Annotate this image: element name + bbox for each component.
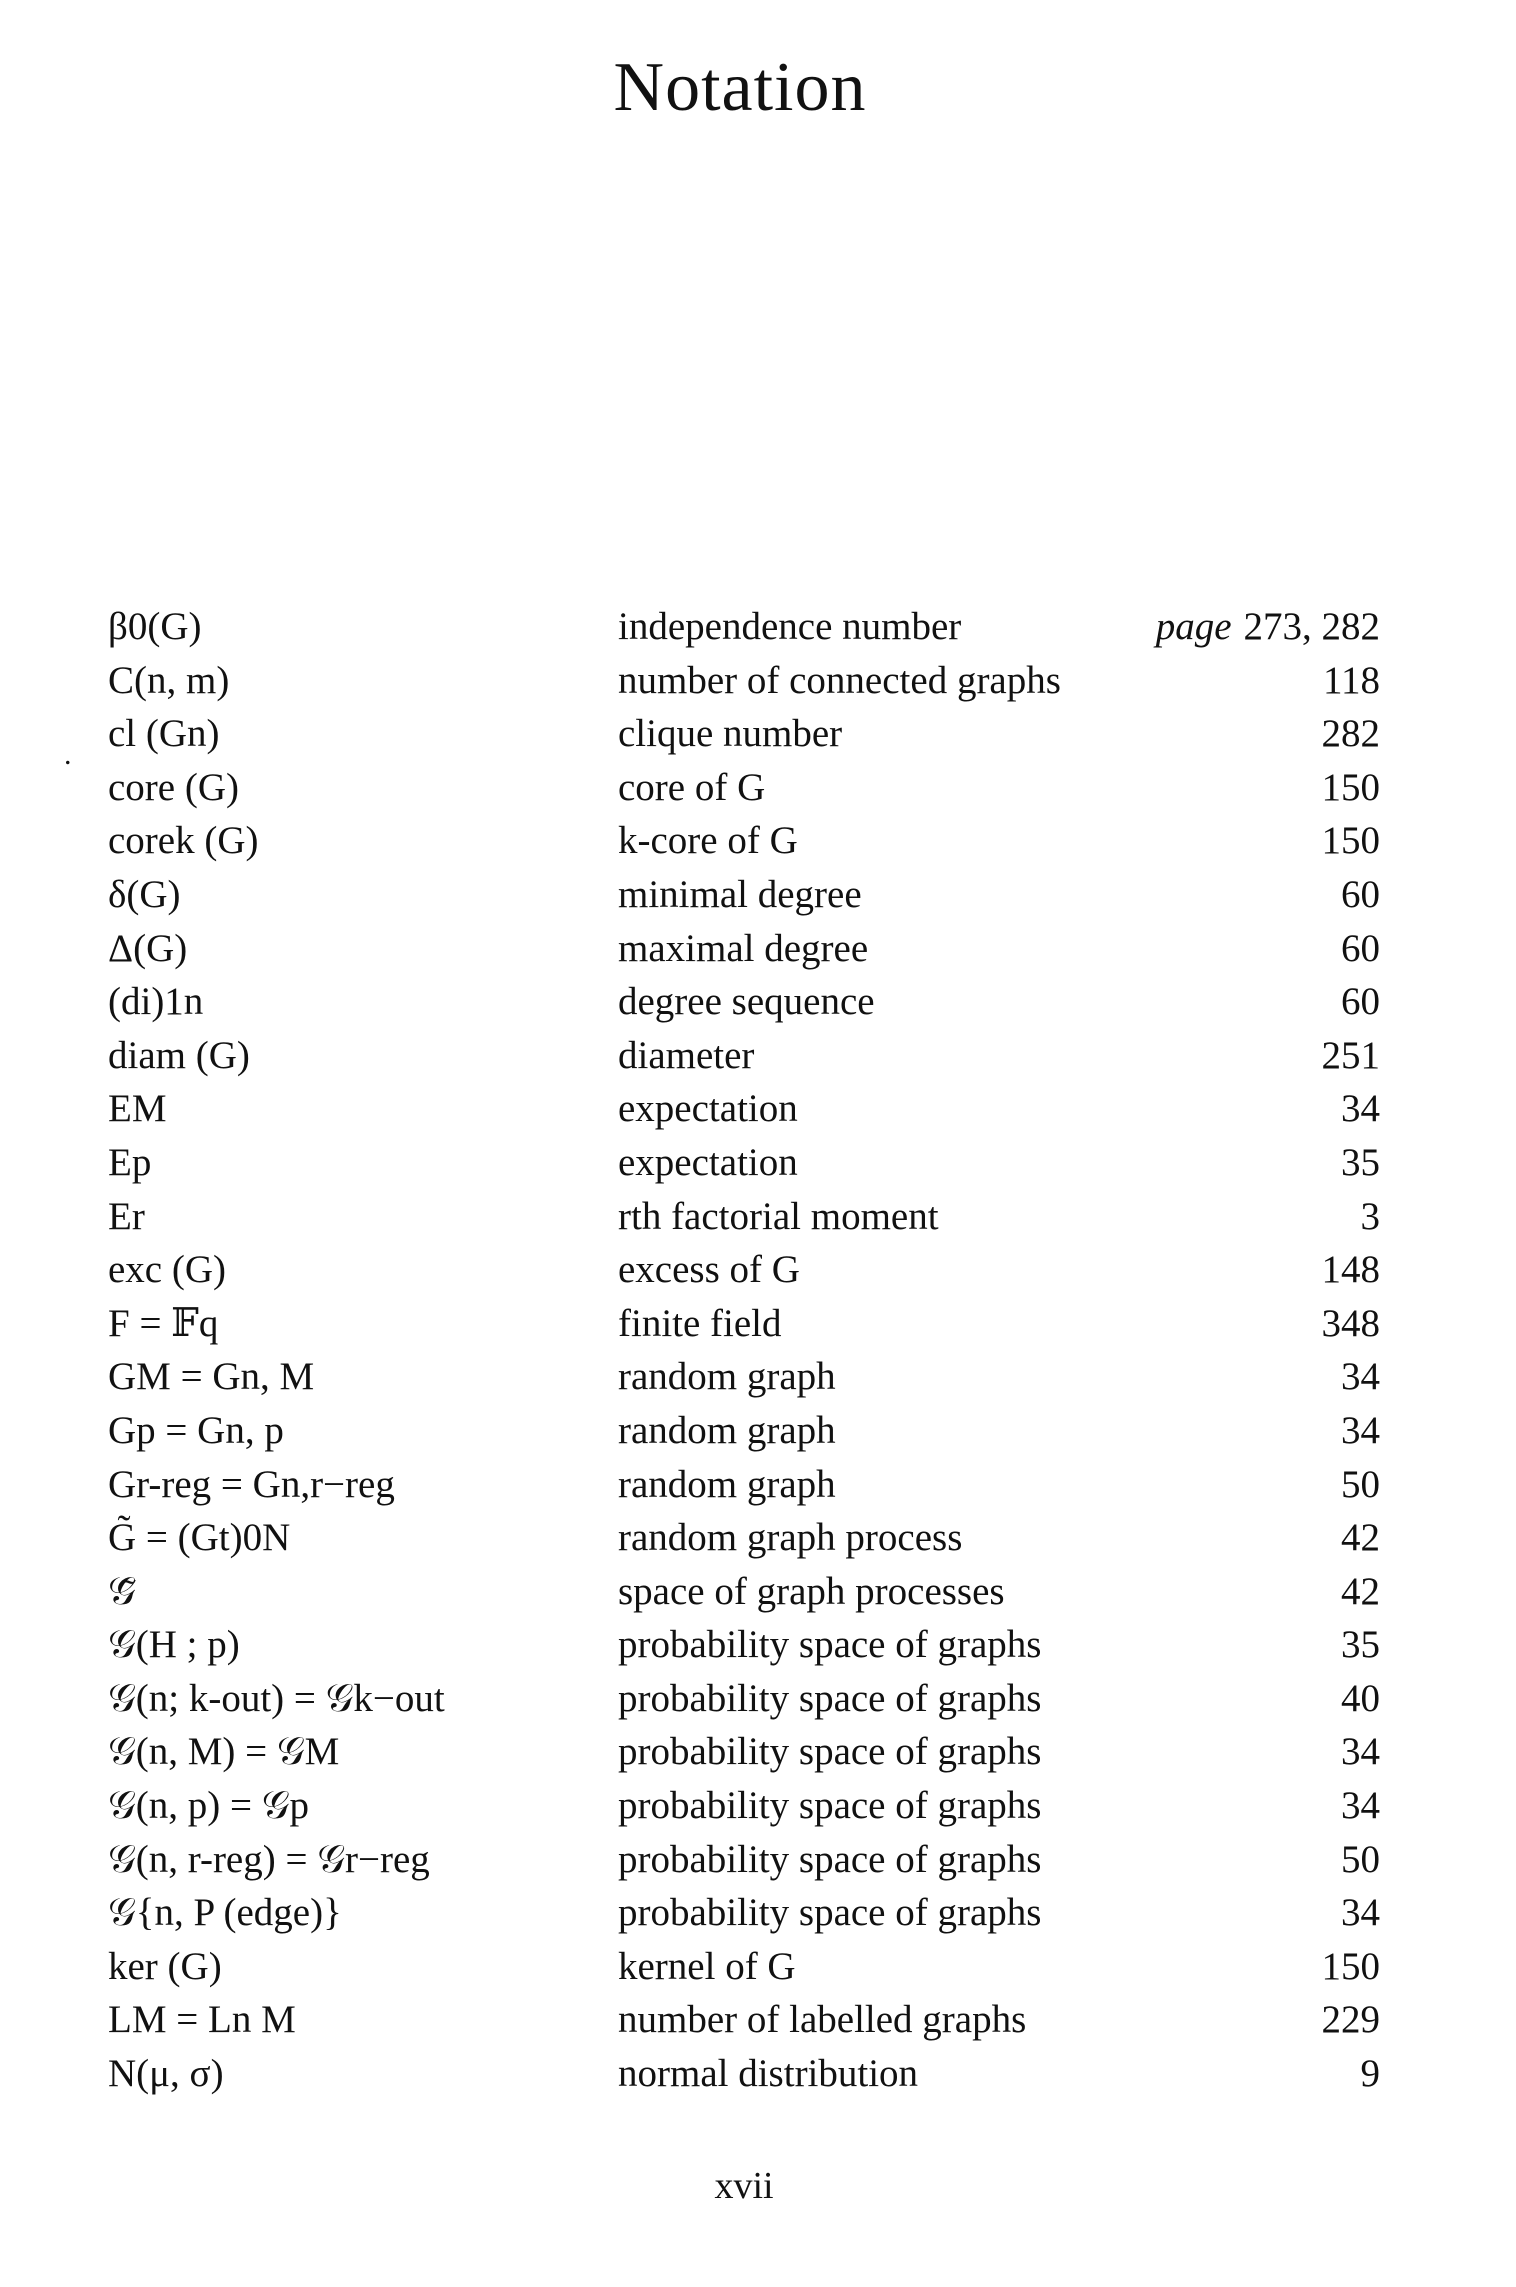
notation-page-ref: 34: [1341, 1891, 1380, 1935]
notation-symbol: exc (G): [108, 1248, 227, 1292]
notation-row: [0, 1404, 1516, 1458]
notation-row: [0, 1190, 1516, 1244]
notation-symbol: Ep: [108, 1140, 152, 1184]
notation-row: [0, 1779, 1516, 1833]
notation-description: probability space of graphs: [618, 1623, 1042, 1667]
notation-description: random graph process: [618, 1516, 963, 1560]
notation-page-ref: 148: [1321, 1248, 1380, 1292]
notation-page-ref: 150: [1321, 1944, 1380, 1988]
notation-row: [0, 868, 1516, 922]
notation-row: [0, 707, 1516, 761]
notation-row: [0, 1565, 1516, 1619]
stray-dot-mark: .: [64, 738, 72, 771]
notation-page-ref: 118: [1322, 658, 1380, 702]
notation-symbol: core (G): [108, 765, 239, 809]
notation-page-ref: 50: [1341, 1837, 1380, 1881]
notation-symbol: 𝒢̃: [108, 1569, 136, 1613]
notation-row: [0, 2047, 1516, 2101]
notation-page-ref: [1156, 600, 1380, 654]
page-label: page: [1155, 605, 1232, 648]
notation-page-ref: 34: [1341, 1408, 1380, 1452]
notation-row: [0, 1029, 1516, 1083]
notation-row: [0, 1082, 1516, 1136]
notation-symbol: diam (G): [108, 1033, 250, 1077]
page-number-folio: xvii: [714, 2165, 774, 2207]
notation-description: diameter: [618, 1033, 755, 1077]
notation-description: normal distribution: [618, 2052, 919, 2096]
notation-symbol: δ(G): [108, 872, 181, 916]
notation-row: [0, 1833, 1516, 1887]
notation-symbol: 𝒢{n, P (edge)}: [108, 1891, 342, 1935]
notation-description: expectation: [618, 1140, 798, 1184]
notation-description: finite field: [618, 1301, 782, 1345]
notation-row: [0, 600, 1516, 654]
notation-description: probability space of graphs: [618, 1891, 1042, 1935]
notation-page-ref: 50: [1341, 1462, 1380, 1506]
notation-row: [0, 814, 1516, 868]
page-number: 273, 282: [1243, 605, 1380, 648]
notation-page-ref: 229: [1321, 1998, 1380, 2042]
notation-description: expectation: [618, 1087, 798, 1131]
notation-row: [0, 1993, 1516, 2047]
notation-symbol: 𝒢(H ; p): [108, 1623, 240, 1667]
notation-symbol: cl (Gn): [108, 712, 220, 756]
notation-row: [0, 1618, 1516, 1672]
notation-page-ref: 35: [1341, 1140, 1380, 1184]
notation-page-ref: 60: [1341, 872, 1380, 916]
notation-row: [0, 1243, 1516, 1297]
notation-row: [0, 1725, 1516, 1779]
notation-row: [0, 1458, 1516, 1512]
notation-symbol: C(n, m): [108, 658, 230, 702]
notation-description: random graph: [618, 1355, 836, 1399]
notation-page-ref: 42: [1341, 1569, 1380, 1613]
notation-symbol: GM = Gn, M: [108, 1355, 315, 1399]
notation-description: excess of G: [618, 1248, 800, 1292]
notation-row: [0, 1940, 1516, 1994]
notation-row: [0, 761, 1516, 815]
notation-symbol: Δ(G): [108, 926, 188, 970]
notation-symbol: LM = Ln M: [108, 1998, 296, 2042]
notation-page-ref: 34: [1341, 1355, 1380, 1399]
notation-page-ref: 251: [1321, 1033, 1380, 1077]
notation-description: probability space of graphs: [618, 1676, 1042, 1720]
notation-description: random graph: [618, 1462, 836, 1506]
notation-row: [0, 975, 1516, 1029]
notation-description: k-core of G: [618, 819, 798, 863]
notation-description: number of labelled graphs: [618, 1998, 1027, 2042]
page-title: Notation: [613, 49, 867, 126]
notation-row: [0, 1136, 1516, 1190]
notation-page-ref: 34: [1341, 1784, 1380, 1828]
notation-symbol: G̃ = (Gt)0N: [108, 1516, 291, 1560]
notation-description: probability space of graphs: [618, 1784, 1042, 1828]
notation-symbol: EM: [108, 1087, 167, 1131]
notation-symbol: Er: [108, 1194, 145, 1238]
notation-symbol: ker (G): [108, 1944, 222, 1988]
notation-page-ref: 60: [1341, 980, 1380, 1024]
notation-row: [0, 1297, 1516, 1351]
notation-symbol: 𝒢(n; k-out) = 𝒢k−out: [108, 1676, 445, 1720]
notation-page-ref: 34: [1341, 1730, 1380, 1774]
notation-description: probability space of graphs: [618, 1837, 1042, 1881]
notation-symbol: F = 𝔽q: [108, 1301, 219, 1345]
notation-page-ref: 42: [1341, 1516, 1380, 1560]
notation-row: [0, 1886, 1516, 1940]
notation-symbol: (di)1n: [108, 980, 204, 1024]
notation-page-ref: 34: [1341, 1087, 1380, 1131]
notation-symbol: 𝒢(n, M) = 𝒢M: [108, 1730, 340, 1774]
notation-symbol: 𝒢(n, r-reg) = 𝒢r−reg: [108, 1837, 430, 1881]
notation-description: space of graph processes: [618, 1569, 1005, 1613]
notation-row: [0, 922, 1516, 976]
notation-symbol: corek (G): [108, 819, 259, 863]
notation-description: core of G: [618, 765, 766, 809]
notation-description: clique number: [618, 712, 843, 756]
notation-page-ref: 150: [1321, 819, 1380, 863]
notation-description: number of connected graphs: [618, 658, 1061, 702]
notation-page-ref: 282: [1321, 712, 1380, 756]
notation-page-ref: 9: [1360, 2052, 1380, 2096]
notation-symbol: 𝒢(n, p) = 𝒢p: [108, 1784, 310, 1828]
notation-page-ref: 150: [1321, 765, 1380, 809]
notation-symbol: N(μ, σ): [108, 2052, 224, 2096]
notation-row: [0, 1350, 1516, 1404]
notation-page-ref: 60: [1341, 926, 1380, 970]
notation-description: degree sequence: [618, 980, 875, 1024]
notation-page-ref: 3: [1360, 1194, 1380, 1238]
notation-row: [0, 654, 1516, 708]
notation-table: [0, 600, 1516, 2101]
notation-symbol: Gp = Gn, p: [108, 1408, 284, 1452]
notation-page-ref: 40: [1341, 1676, 1380, 1720]
notation-page-ref: 35: [1341, 1623, 1380, 1667]
notation-description: rth factorial moment: [618, 1194, 939, 1238]
notation-description: probability space of graphs: [618, 1730, 1042, 1774]
notation-symbol: Gr-reg = Gn,r−reg: [108, 1462, 395, 1506]
notation-description: kernel of G: [618, 1944, 796, 1988]
notation-description: maximal degree: [618, 926, 869, 970]
notation-row: [0, 1672, 1516, 1726]
notation-description: minimal degree: [618, 872, 862, 916]
notation-page-ref: 348: [1321, 1301, 1380, 1345]
notation-row: [0, 1511, 1516, 1565]
notation-description: random graph: [618, 1408, 836, 1452]
notation-symbol: β0(G): [108, 605, 202, 648]
notation-description: independence number: [618, 605, 962, 648]
